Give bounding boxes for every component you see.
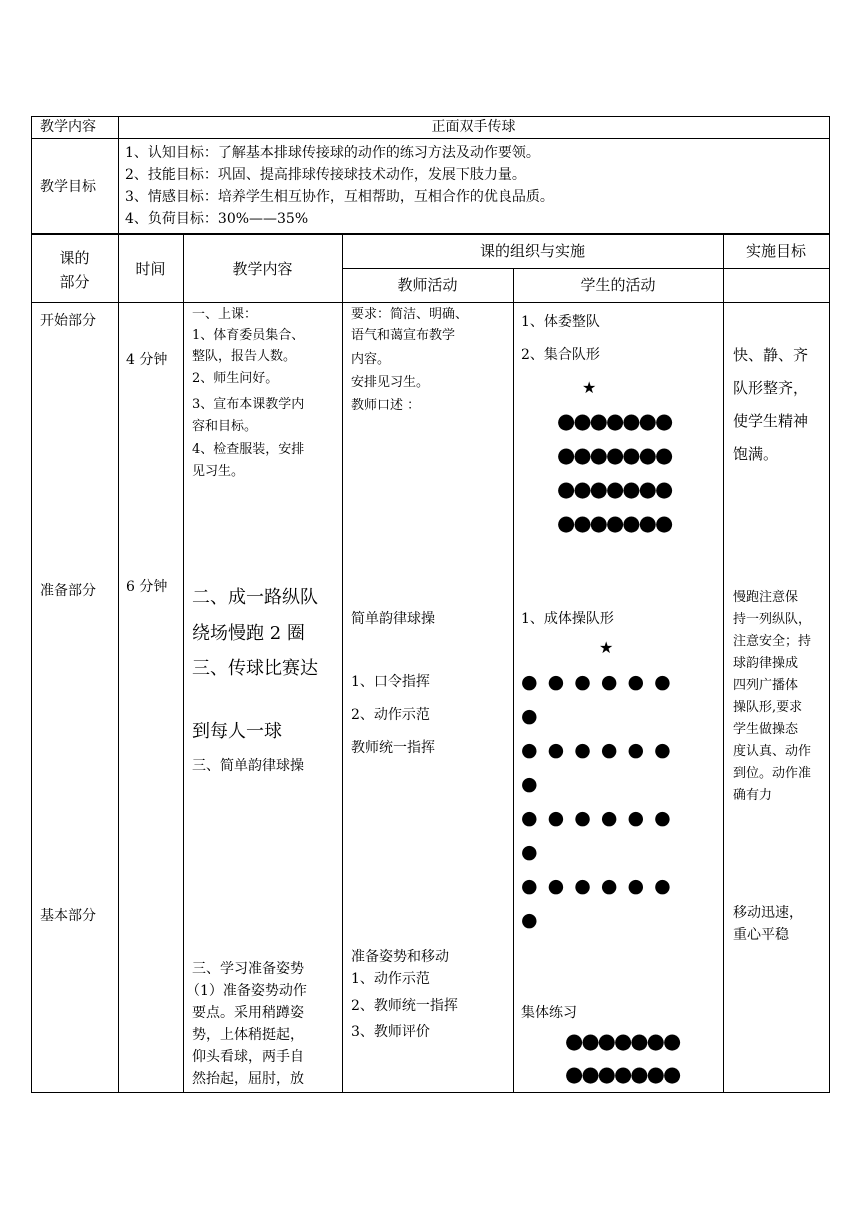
prep-goal-line: 到位。动作准: [733, 766, 812, 781]
start-teacher-line: 安排见习生。: [351, 375, 430, 390]
prep-part: 准备部分: [40, 583, 96, 599]
prep-teacher-line: 2、动作示范: [351, 707, 430, 723]
start-student-line: 1、体委整队: [521, 314, 600, 330]
start-content-line: 1、体育委员集合、: [192, 328, 305, 343]
start-goal-line: 使学生精神: [733, 412, 809, 430]
basic-part: 基本部分: [40, 908, 96, 924]
start-teacher-line: 内容。: [351, 352, 391, 367]
basic-teacher-line: 3、教师评价: [351, 1024, 430, 1040]
header-content: 教学内容: [232, 260, 293, 278]
prep-goal-line: 确有力: [733, 788, 773, 803]
goal-item: 2、技能目标：巩固、提高排球传接球技术动作，发展下肢力量。: [125, 167, 526, 183]
formation-row: ●●●●●●●: [565, 1062, 680, 1086]
prep-goal-line: 操队形,要求: [733, 700, 803, 715]
formation-row: ●●●●●●●: [565, 1029, 680, 1053]
start-time: 4 分钟: [126, 352, 168, 368]
basic-goal-line: 重心平稳: [733, 927, 789, 943]
prep-teacher-title: 简单韵律球操: [351, 611, 435, 627]
prep-goal-line: 慢跑注意保: [733, 590, 799, 605]
formation-row: ●: [521, 841, 538, 863]
prep-teacher-line: 教师统一指挥: [351, 740, 435, 756]
basic-teacher-line: 1、动作示范: [351, 971, 430, 987]
basic-content-line: 然抬起，屈肘，放: [192, 1071, 304, 1087]
basic-content-line: 要点。采用稍蹲姿: [192, 1005, 304, 1021]
prep-student-line: 1、成体操队形: [521, 611, 614, 627]
basic-teacher-line: 2、教师统一指挥: [351, 998, 458, 1014]
formation-row: ●●●●●●●: [557, 511, 672, 535]
formation-row: ●●●●●●●: [557, 443, 672, 467]
prep-goal-line: 球韵律操成: [733, 656, 799, 671]
header-teacher: 教师活动: [397, 276, 458, 294]
prep-content-line: 二、成一路纵队: [192, 587, 318, 608]
basic-teacher-line: 准备姿势和移动: [351, 949, 449, 965]
goal-item: 3、情感目标：培养学生相互协作，互相帮助，互相合作的优良品质。: [125, 189, 554, 205]
header-student: 学生的活动: [580, 276, 656, 294]
start-content-line: 容和目标。: [192, 419, 258, 434]
teacher-star-icon: ★: [599, 638, 614, 657]
formation-row: ●: [521, 705, 538, 727]
prep-content-line: 三、简单韵律球操: [192, 758, 304, 774]
formation-row: ●: [521, 909, 538, 931]
start-teacher-line: 语气和蔼宣布教学: [351, 328, 456, 343]
goal-item: 4、负荷目标：30%——35%: [125, 211, 309, 227]
content-value: 正面双手传球: [431, 119, 516, 135]
start-content-line: 4、检查服装，安排: [192, 442, 305, 457]
start-part: 开始部分: [40, 313, 96, 329]
start-content-line: 见习生。: [192, 464, 245, 479]
basic-content-line: 三、学习准备姿势: [192, 961, 304, 977]
basic-content-line: 仰头看球，两手自: [192, 1049, 304, 1065]
basic-content-line: （1）准备姿势动作: [186, 983, 307, 999]
header-goal: 实施目标: [745, 242, 806, 260]
prep-goal-line: 度认真、动作: [733, 744, 812, 759]
goal-item: 1、认知目标：了解基本排球传接球的动作的练习方法及动作要领。: [125, 145, 540, 161]
formation-row: ● ● ● ● ● ●: [521, 671, 671, 693]
teacher-star-icon: ★: [582, 378, 597, 397]
start-teacher-line: 要求：简洁、明确、: [351, 307, 469, 322]
prep-goal-line: 四列广播体: [733, 678, 799, 693]
prep-time: 6 分钟: [126, 579, 168, 595]
basic-goal-line: 移动迅速，: [733, 905, 803, 921]
header-part: 课的 部分: [59, 249, 90, 291]
goals-label: 教学目标: [40, 179, 96, 195]
start-goal-line: 饱满。: [733, 445, 779, 463]
header-org: 课的组织与实施: [479, 242, 585, 260]
start-content-line: 3、宣布本课教学内: [192, 397, 305, 412]
formation-row: ●: [521, 773, 538, 795]
prep-goal-line: 注意安全；持: [733, 634, 812, 649]
start-student-line: 2、集合队形: [521, 347, 600, 363]
start-content-line: 整队，报告人数。: [192, 349, 297, 364]
content-label: 教学内容: [40, 119, 96, 135]
prep-goal-line: 学生做操态: [733, 722, 799, 737]
header-time: 时间: [135, 260, 166, 278]
start-goal-line: 队形整齐，: [733, 379, 809, 397]
formation-row: ● ● ● ● ● ●: [521, 739, 671, 761]
start-content-line: 一、上课：: [192, 307, 258, 322]
formation-row: ● ● ● ● ● ●: [521, 875, 671, 897]
formation-row: ●●●●●●●: [557, 409, 672, 433]
start-content-line: 2、师生问好。: [192, 371, 279, 386]
formation-row: ●●●●●●●: [557, 477, 672, 501]
formation-row: ● ● ● ● ● ●: [521, 807, 671, 829]
prep-content-line: 绕场慢跑 2 圈: [192, 623, 305, 644]
start-goal-line: 快、静、齐: [733, 346, 809, 364]
prep-goal-line: 持一列纵队，: [733, 612, 812, 627]
prep-content-line: 三、传球比赛达: [192, 658, 318, 679]
basic-student-line: 集体练习: [521, 1005, 577, 1021]
prep-content-line: 到每人一球: [192, 721, 282, 742]
basic-content-line: 势，上体稍挺起，: [192, 1027, 304, 1043]
prep-teacher-line: 1、口令指挥: [351, 674, 430, 690]
start-teacher-line: 教师口述 ：: [351, 398, 421, 413]
